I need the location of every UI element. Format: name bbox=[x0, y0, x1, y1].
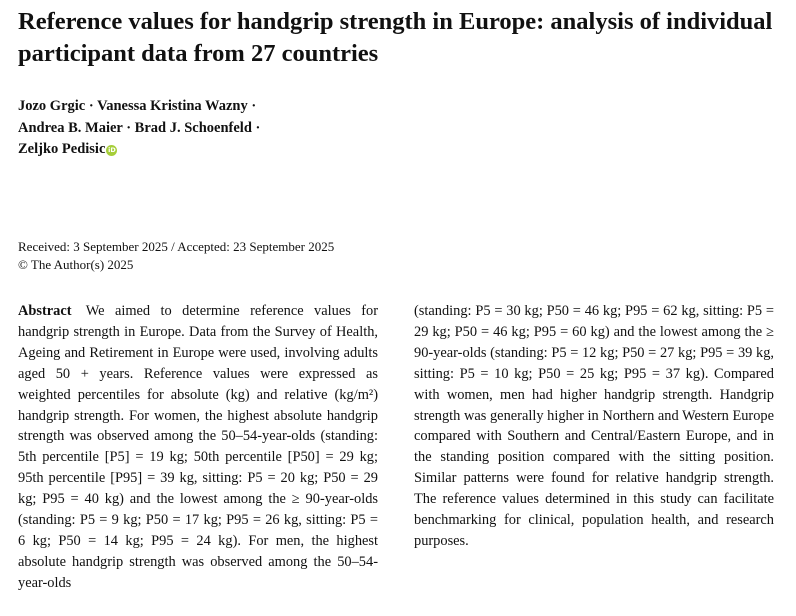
received-accepted-dates: Received: 3 September 2025 / Accepted: 23 September 2025 bbox=[18, 239, 335, 254]
author-line-last bbox=[18, 139, 418, 161]
abstract-label: Abstract bbox=[18, 303, 72, 319]
article-title: Reference values for handgrip strength in Europe: analysis of individual participant data from 27 countries bbox=[18, 8, 773, 67]
author-name-pedisic: Zeljko Pedisic bbox=[18, 141, 106, 157]
abstract-column-left bbox=[18, 301, 378, 594]
author-line: Jozo Grgic · Vanessa Kristina Wazny · bbox=[18, 98, 257, 114]
copyright-notice: © The Author(s) 2025 bbox=[18, 256, 134, 272]
author-line: Andrea B. Maier · Brad J. Schoenfeld · bbox=[18, 119, 261, 136]
abstract-text-left: We aimed to determine reference values for handgrip strength in Europe. Data from the Survey of Health, Ageing and Retirement in Europe were used, involving adults aged 50 + years. Reference values were expressed as weighted percentiles for absolute (kg) and relative (kg/m²) handgrip strength. For women, the highest absolute handgrip strength was observed among the 50–54-year-olds (standing: 5th percentile [P5] = 19 kg; 50th percentile [P50] = 29 kg; 95th percentile [P95] = 39 kg, sitting: P5 = 20 kg; P50 = 29 kg; P95 = 40 kg) and the lowest among the ≥ 90-year-olds (standing: P5 = 9 kg; P50 = 17 kg; P95 = 26 kg, sitting: P5 = 6 kg; P50 = 14 kg; P95 = 24 kg). For men, the highest absolute handgrip strength was observed among the 50–54-year-olds bbox=[18, 303, 379, 591]
abstract-column-right: (standing: P5 = 30 kg; P50 = 46 kg; P95 = 62 kg, sitting: P5 = 29 kg; P50 = 46 kg; P95 = 60 kg) and the lowest among the ≥ 90-year-olds (standing: P5 = 12 kg; P50 = 27 kg; P95 = 39 kg, sitting: P5 = 10 kg; P50 = 25 kg; P95 = 37 kg). Compared with women, men had higher handgrip strength. Handgrip strength was generally higher in Northern and Western Europe compared with Southern and Central/Eastern Europe, and in the standing position compared with the sitting position. Similar patterns were found for relative handgrip strength. The reference values determined in this study can facilitate benchmarking for clinical, population health, and research purposes. bbox=[414, 303, 774, 549]
orcid-icon[interactable]: iD bbox=[108, 146, 116, 154]
article-dates bbox=[18, 238, 334, 273]
author-list bbox=[18, 96, 418, 161]
